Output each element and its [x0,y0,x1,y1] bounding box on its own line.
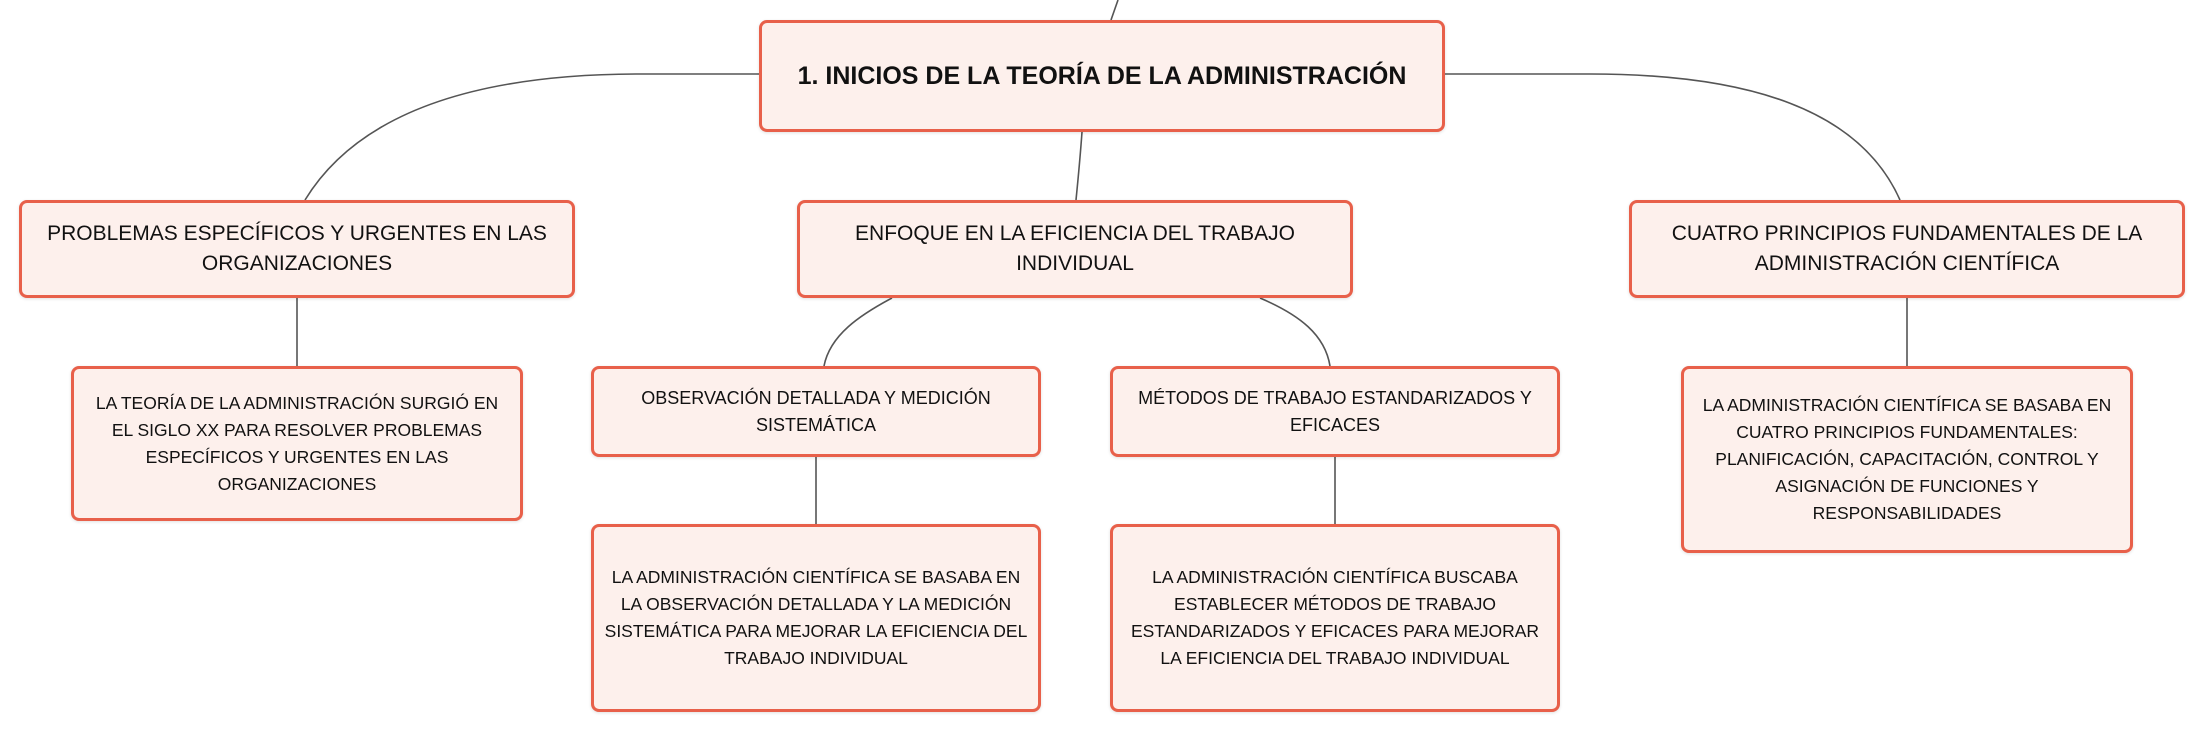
node-cuatro-principios-desc-label: LA ADMINISTRACIÓN CIENTÍFICA SE BASABA EN CUATRO PRINCIPIOS FUNDAMENTALES: PLANIFICACIÓN, CAPACITACIÓN, CONTROL Y ASIGNACIÓN DE FUNCIONES Y RESPONSABILIDADES [1702,395,2112,523]
node-problemas-especificos[interactable] [19,200,575,298]
node-enfoque-eficiencia-label: ENFOQUE EN LA EFICIENCIA DEL TRABAJO INDIVIDUAL [855,222,1295,275]
node-root-topic-label: 1. INICIOS DE LA TEORÍA DE LA ADMINISTRACIÓN [797,61,1407,90]
node-teoria-surgio-desc[interactable] [71,366,523,521]
connector-enfoque-to-metodos [1260,298,1330,366]
node-metodos-desc-label: LA ADMINISTRACIÓN CIENTÍFICA BUSCABA ESTABLECER MÉTODOS DE TRABAJO ESTANDARIZADOS Y EFICACES PARA MEJORAR LA EFICIENCIA DEL TRABAJO INDIVIDUAL [1130,567,1540,668]
node-cuatro-principios-label: CUATRO PRINCIPIOS FUNDAMENTALES DE LA ADMINISTRACIÓN CIENTÍFICA [1671,222,2143,275]
node-cuatro-principios[interactable] [1629,200,2185,298]
node-root-topic[interactable] [759,20,1445,132]
node-observacion-desc-label: LA ADMINISTRACIÓN CIENTÍFICA SE BASABA EN LA OBSERVACIÓN DETALLADA Y LA MEDICIÓN SISTEMÁTICA PARA MEJORAR LA EFICIENCIA DEL TRABAJO INDIVIDUAL [604,567,1028,668]
node-observacion-desc[interactable] [591,524,1041,712]
node-observacion-detallada-label: OBSERVACIÓN DETALLADA Y MEDICIÓN SISTEMÁTICA [641,387,991,435]
node-metodos-trabajo-label: MÉTODOS DE TRABAJO ESTANDARIZADOS Y EFICACES [1138,387,1532,435]
connector-enfoque-to-observacion [824,298,892,366]
node-enfoque-eficiencia[interactable] [797,200,1353,298]
node-problemas-especificos-label: PROBLEMAS ESPECÍFICOS Y URGENTES EN LAS ORGANIZACIONES [47,222,547,275]
node-teoria-surgio-desc-label: LA TEORÍA DE LA ADMINISTRACIÓN SURGIÓ EN EL SIGLO XX PARA RESOLVER PROBLEMAS ESPECÍFICOS Y URGENTES EN LAS ORGANIZACIONES [95,392,499,494]
connector-root-to-cuatro [1445,74,1900,200]
node-metodos-desc[interactable] [1110,524,1560,712]
connector-root-to-parent [1111,0,1118,20]
connector-root-to-enfoque [1076,132,1082,200]
node-cuatro-principios-desc[interactable] [1681,366,2133,553]
node-observacion-detallada[interactable] [591,366,1041,457]
connector-root-to-problemas [305,74,759,200]
node-metodos-trabajo[interactable] [1110,366,1560,457]
